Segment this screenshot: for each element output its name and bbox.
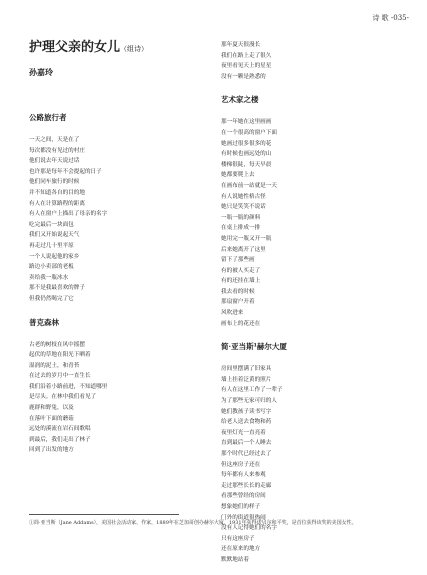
poem-line: 湿润的泥土，和青苔 bbox=[29, 362, 80, 369]
section-title: 艺术家之楼 bbox=[221, 95, 259, 105]
poem-line: 房间里摆满了旧家具 bbox=[221, 366, 272, 373]
poem-line: 他们说去年天说过话 bbox=[29, 158, 80, 165]
poem-line: 那个时代已经过去了 bbox=[221, 451, 272, 457]
poem-line: 每次都没有见过的村庄 bbox=[29, 147, 85, 154]
poem-line: 在画布前一站就是一天 bbox=[221, 182, 277, 189]
poem-line: 路边小卖部的老板 bbox=[29, 264, 74, 271]
poem-line: 那扇窗户开着 bbox=[221, 299, 255, 306]
poem-line: 再走过几十里平原 bbox=[29, 242, 74, 249]
poem-line: 在过去的岁月中一直生长 bbox=[29, 373, 91, 380]
poem-line: 还在原来的地方 bbox=[221, 546, 261, 553]
poem-line: 墙上挂着泛黄的照片 bbox=[221, 376, 272, 383]
section-title: 普克森林 bbox=[29, 317, 59, 327]
poem-line: 直到最后一个人睡去 bbox=[221, 440, 272, 447]
poem-line: 留下了那些画 bbox=[221, 257, 255, 264]
poem-line: 有的还挂在墙上 bbox=[221, 278, 261, 285]
poem-line: 并不知道各自的目的地 bbox=[29, 189, 85, 196]
poem-line: 有的被人买走了 bbox=[221, 267, 261, 274]
poem-line: 有人说她性格古怪 bbox=[221, 193, 266, 200]
poem-line: 古老的树枝在风中摇摆 bbox=[29, 341, 85, 348]
poem-line: 夜里灯光一直亮着 bbox=[221, 429, 266, 436]
poem-line: 一天之间，天是在了 bbox=[29, 137, 80, 143]
poem-line: 吃完最后一块面包 bbox=[29, 221, 74, 228]
poem-line: 楼梯很陡，每天早晨 bbox=[221, 161, 272, 168]
poem-line: 她都要爬上去 bbox=[221, 172, 255, 179]
page-title bbox=[29, 40, 199, 57]
left-column bbox=[29, 40, 199, 456]
poem-line: 有人在窗户上描出了母亲的名字 bbox=[29, 211, 108, 218]
poem-line: 给老人送去食物和药 bbox=[221, 419, 272, 426]
poem-line: 每年都有人来参观 bbox=[221, 472, 266, 479]
section-title: 公路旅行者 bbox=[29, 113, 67, 122]
poem-line: 那一年她在这里画画 bbox=[221, 119, 272, 126]
poem-line: 风吹进来 bbox=[221, 310, 244, 317]
poem-line: 默默地站着 bbox=[221, 556, 249, 563]
poem-line: 我们在路上走了很久 bbox=[221, 52, 272, 59]
poem-line: 鹿群和野兔，以及 bbox=[29, 405, 74, 412]
poem-line: 有时候也画远处的山 bbox=[221, 151, 272, 158]
poem-line: 后来她离开了这里 bbox=[221, 246, 266, 253]
poem-line: 只有这座房子 bbox=[221, 535, 255, 542]
poem-body bbox=[221, 117, 406, 329]
poem-line: 也许那是每年不会提起的日子 bbox=[29, 168, 102, 175]
page-header: 诗 歌 -035- bbox=[372, 14, 409, 22]
poem-line: 一瓶一瓶的颜料 bbox=[221, 214, 261, 221]
poem-line: 到最后，我们走出了林子 bbox=[29, 436, 91, 443]
poem-line: 有人在计算路程的距离 bbox=[29, 200, 85, 207]
poem-body bbox=[221, 40, 406, 82]
poem-line: 卖给我一瓶冰水 bbox=[29, 274, 69, 281]
poem-line: 他们同车旅行的时候 bbox=[29, 179, 80, 186]
poem-line: 有人在这里工作了一辈子 bbox=[221, 387, 283, 394]
poem-line: 但我仍然喝完了它 bbox=[29, 295, 74, 302]
poem-line: 她画过很多很多的花 bbox=[221, 140, 272, 147]
poem-line: 回到了出发的地方 bbox=[29, 447, 74, 454]
poem-line: 我去看的时候 bbox=[221, 288, 255, 295]
poem-line: 但这座房子还在 bbox=[221, 461, 261, 468]
poem-body bbox=[29, 340, 199, 457]
section-title: 简·亚当斯¹赫尔大厦 bbox=[221, 342, 287, 352]
poem-line: 看那些曾经的房间 bbox=[221, 493, 266, 500]
poem-line: 想象她们的样子 bbox=[221, 503, 261, 510]
poem-line: 我们沿着小路前进，不知道哪里 bbox=[29, 383, 108, 390]
poem-line: 没有人记得她们的名字 bbox=[221, 525, 277, 532]
poem-line: 走过那些长长的走廊 bbox=[221, 482, 272, 489]
author-name: 孙嘉玲 bbox=[29, 67, 53, 77]
poem-line: 在一个很高的窗户下面 bbox=[221, 129, 277, 136]
poem-line: 没有一颗是熟悉的 bbox=[221, 73, 266, 80]
poem-line: 我们又开始说起天气 bbox=[29, 232, 80, 239]
footnote: ①简·亚当斯（Jane Addams），美国社会活动家、作家，1889年在芝加哥创办赫尔大厦，1931年获得诺贝尔和平奖，是首位获得该奖的美国女性。 bbox=[29, 520, 357, 526]
poem-line: 远处的溪流在岩石间歌唱 bbox=[29, 426, 91, 433]
poem-line: 夜里看见天上的星星 bbox=[221, 63, 272, 70]
poem-line: 一个人说起他的家乡 bbox=[29, 253, 80, 260]
poem-line: 在桌上排成一排 bbox=[221, 225, 261, 232]
poem-line: 那不是我最喜欢的牌子 bbox=[29, 285, 85, 292]
right-column bbox=[221, 40, 406, 566]
footnote-divider bbox=[29, 514, 179, 515]
poem-line: 画布上的花还在 bbox=[221, 320, 261, 327]
title-text: 护理父亲的女儿 bbox=[29, 40, 121, 55]
poem-line: 门外的街道很热闹 bbox=[221, 514, 266, 521]
poem-line: 是尽头。在林中我们看见了 bbox=[29, 394, 97, 401]
poem-body bbox=[221, 364, 406, 565]
poem-line: 她们教孩子读书写字 bbox=[221, 408, 272, 415]
poem-line: 在落叶下面的蘑菇 bbox=[29, 415, 74, 422]
poem-line: 她用完一瓶又开一瓶 bbox=[221, 235, 272, 242]
title-subtitle: （组诗） bbox=[120, 45, 149, 53]
poem-line: 为了那些无家可归的人 bbox=[221, 398, 277, 405]
poem-line: 她只是笑笑不说话 bbox=[221, 204, 266, 211]
poem-body bbox=[29, 135, 199, 305]
poem-line: 起伏的草地在阳光下晒着 bbox=[29, 352, 91, 359]
poem-line: 那年夏天很漫长 bbox=[221, 42, 261, 48]
